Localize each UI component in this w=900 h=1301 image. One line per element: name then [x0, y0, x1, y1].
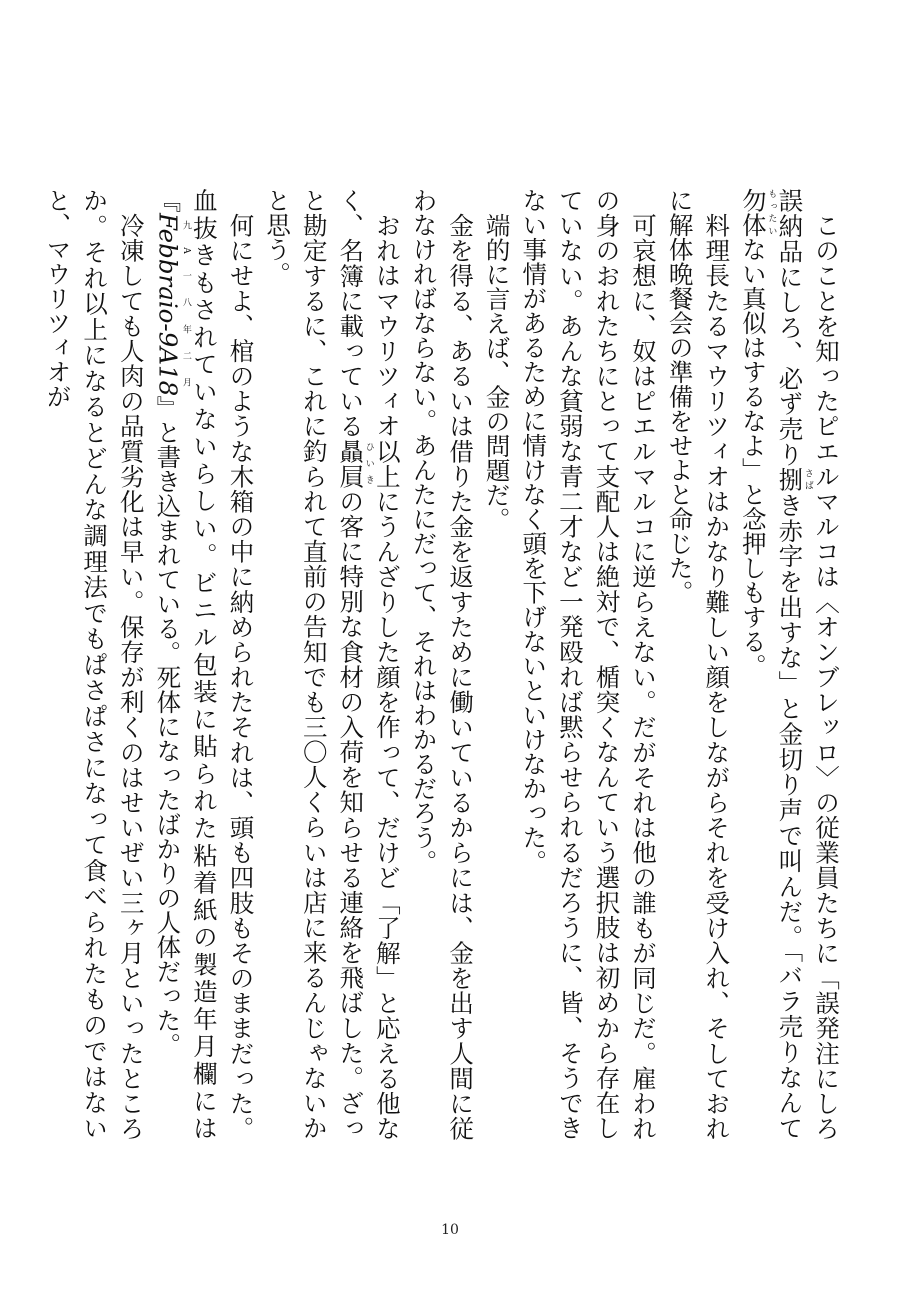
text-run: 可哀想に、奴はピエルマルコに逆らえない。だがそれは他の誰もが同じだ。雇われの身のおれたちにとって支配人は絶対で、楯突くなんていう選択肢は初めから存在していない。あんな貧弱な青二才など一発殴れば黙らせられるだろうに、皆、そうできない事情があるために情けなく頭を下げないといけなかった。: [519, 188, 659, 1140]
paragraph: [149, 188, 259, 1140]
text-run: このことを知ったピエルマルコは〈オンブレッロ〉の従業員たちに「誤発注にしろ誤納品にしろ、必ず売り: [775, 188, 841, 1140]
text-run: ない真似はするなよ」と念押しもする。: [738, 237, 768, 678]
page-number: 10: [441, 1222, 459, 1238]
vertical-text-body: [39, 188, 844, 1140]
ruby-annotation: [775, 467, 813, 493]
text-run: の客に特別な食材の入荷を知らせる連絡を飛ばした。ざっと勘定するに、これに釣られて直前の告知でも三〇人くらいは店に来るんじゃないかと思う。: [263, 188, 366, 1141]
text-run: 何にせよ、棺のような木箱の中に納められたそれは、頭も四肢もそのままだった。血抜きもされていないらしい。ビニル包装に貼られた粘着紙の製造年月欄には『: [153, 188, 256, 1140]
text-run: 料理長たるマウリツィオはかなり難しい顔をしながらそれを受け入れ、そしておれに解体晩餐会の準備をせよと命じた。: [665, 188, 732, 1140]
ruby-base: 贔屓: [336, 438, 366, 489]
text-run: おれはマウリツィオ以上にうんざりした顔を作って、だけど「了解」と応える他なく、名簿に載っている: [336, 188, 402, 1140]
text-run: 冷凍しても人肉の品質劣化は早い。保存が利くのはせいぜい三ヶ月といったところか。それ以上になるとどんな調理法でもぱさぱさになって食べられたものではないと、マウリツィオが: [43, 188, 146, 1140]
text-run: き赤字を出すな」と金切り声で叫んだ。「バラ売りなんて: [775, 492, 805, 1141]
ruby-annotation: [336, 438, 374, 489]
paragraph: [734, 188, 844, 1140]
ruby-annotation: [153, 212, 191, 396]
paragraph: [661, 188, 734, 1140]
ruby-reading: ひいき: [363, 438, 374, 489]
text-run: 金を得る、あるいは借りた金を返すために働いているからには、金を出す人間に従わなければならない。あんたにだって、それはわかるだろう。: [409, 188, 476, 1140]
ruby-base: Febbraio-9A18: [153, 212, 183, 396]
text-run: 端的に言えば、金の問題だ。: [482, 212, 512, 531]
ruby-reading: もったい: [766, 188, 777, 237]
ruby-base: 捌: [775, 467, 805, 493]
ruby-base: 勿体: [738, 188, 768, 237]
ruby-reading: 九A一八年二月: [180, 212, 191, 396]
ruby-annotation: [738, 188, 777, 237]
paragraph: [259, 188, 405, 1140]
paragraph: [405, 188, 478, 1140]
text-run: 』と書き込まれている。死体になったばかりの人体だった。: [153, 395, 183, 1058]
paragraph: [478, 188, 515, 1140]
paragraph: [39, 188, 149, 1140]
paragraph: [515, 188, 661, 1140]
ruby-reading: さば: [802, 467, 813, 492]
